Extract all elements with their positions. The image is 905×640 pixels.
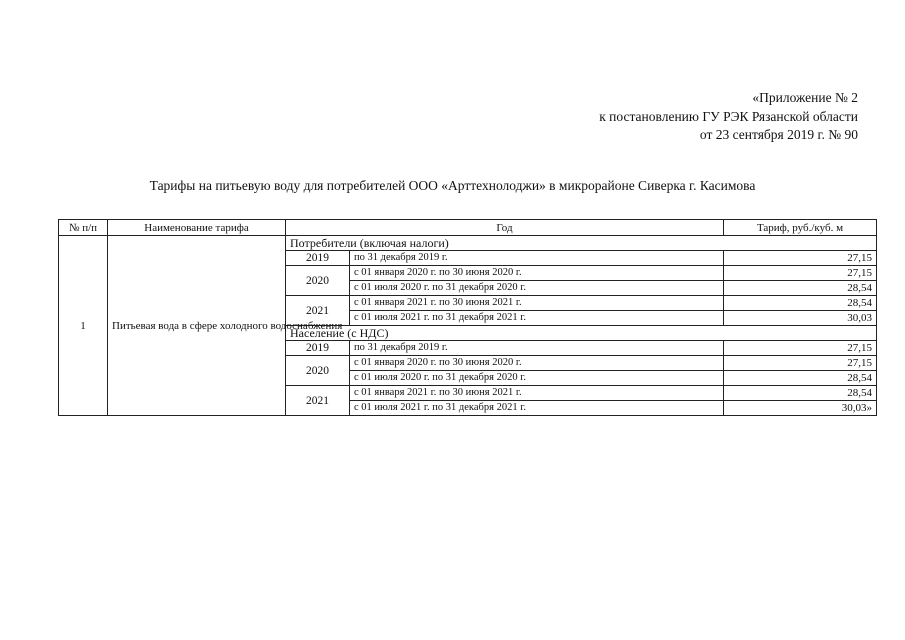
period-cell: с 01 июля 2021 г. по 31 декабря 2021 г. <box>350 401 724 416</box>
appendix-number: «Приложение № 2 <box>752 90 858 105</box>
tariff-cell: 30,03 <box>724 311 877 326</box>
period-cell: с 01 января 2020 г. по 30 июня 2020 г. <box>350 356 724 371</box>
period-cell: с 01 января 2021 г. по 30 июня 2021 г. <box>350 386 724 401</box>
tariff-cell: 28,54 <box>724 371 877 386</box>
section-row <box>59 236 877 251</box>
appendix-date: от 23 сентября 2019 г. № 90 <box>699 127 858 142</box>
tariff-cell: 28,54 <box>724 386 877 401</box>
tariff-cell: 27,15 <box>724 356 877 371</box>
year-cell: 2019 <box>286 251 350 266</box>
period-cell: с 01 января 2021 г. по 30 июня 2021 г. <box>350 296 724 311</box>
tariff-cell: 30,03» <box>724 401 877 416</box>
year-cell: 2020 <box>286 356 350 386</box>
year-cell: 2021 <box>286 296 350 326</box>
header-tariff: Тариф, руб./куб. м <box>724 220 877 236</box>
row-number: 1 <box>59 236 108 416</box>
period-cell: с 01 июля 2020 г. по 31 декабря 2020 г. <box>350 281 724 296</box>
period-cell: с 01 июля 2021 г. по 31 декабря 2021 г. <box>350 311 724 326</box>
header-tariff-name: Наименование тарифа <box>108 220 286 236</box>
header-year: Год <box>286 220 724 236</box>
tariff-cell: 28,54 <box>724 296 877 311</box>
period-cell: с 01 января 2020 г. по 30 июня 2020 г. <box>350 266 724 281</box>
tariff-cell: 27,15 <box>724 251 877 266</box>
year-cell: 2019 <box>286 341 350 356</box>
section-label: Потребители (включая налоги) <box>286 236 877 251</box>
tariff-table <box>58 219 877 416</box>
appendix-resolution: к постановлению ГУ РЭК Рязанской области <box>599 108 858 124</box>
tariff-cell: 27,15 <box>724 341 877 356</box>
header-number: № п/п <box>59 220 108 236</box>
period-cell: по 31 декабря 2019 г. <box>350 341 724 356</box>
year-cell: 2021 <box>286 386 350 416</box>
period-cell: с 01 июля 2020 г. по 31 декабря 2020 г. <box>350 371 724 386</box>
section-label: Население (с НДС) <box>286 326 877 341</box>
table-header-row <box>59 220 877 236</box>
period-cell: по 31 декабря 2019 г. <box>350 251 724 266</box>
tariff-cell: 28,54 <box>724 281 877 296</box>
tariff-name: Питьевая вода в сфере холодного водоснабжения <box>108 236 286 416</box>
document-title: Тарифы на питьевую воду для потребителей ООО «Арттехнолоджи» в микрорайоне Сиверка г. Касимова <box>149 178 756 193</box>
tariff-cell: 27,15 <box>724 266 877 281</box>
appendix-header <box>599 89 858 145</box>
year-cell: 2020 <box>286 266 350 296</box>
